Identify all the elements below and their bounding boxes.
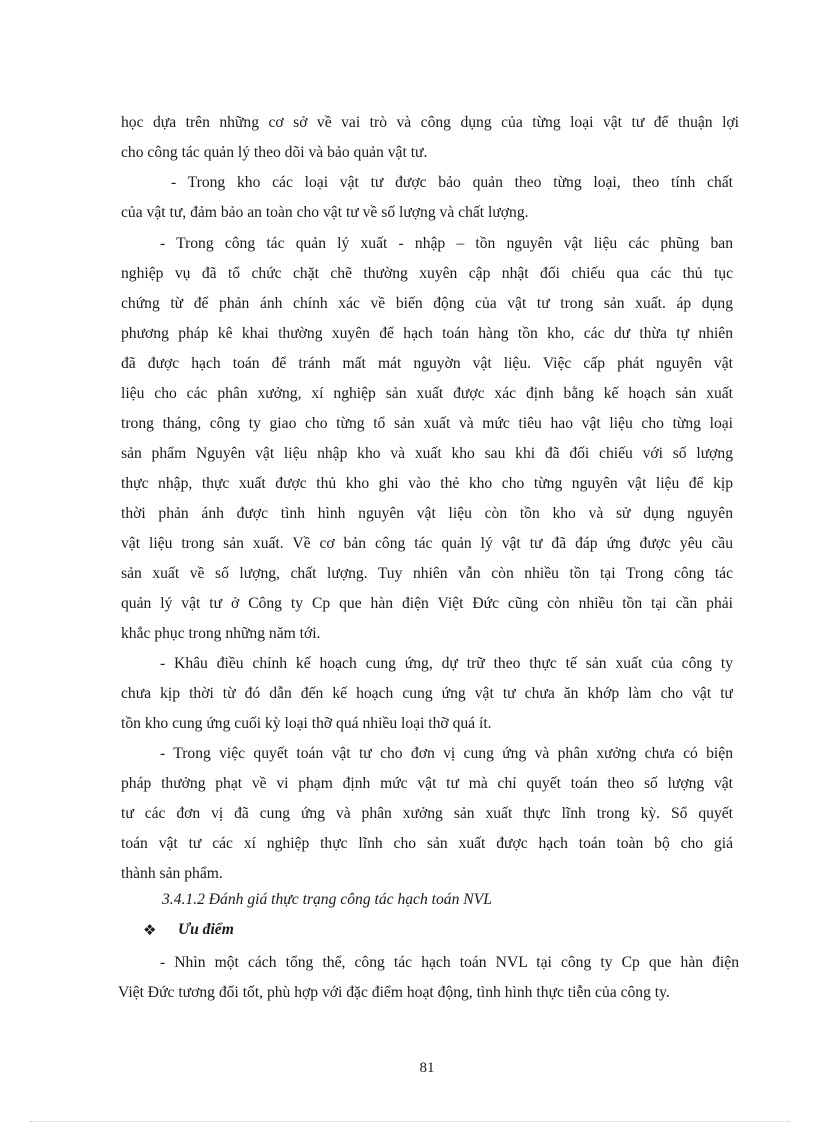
bottom-divider — [30, 1121, 790, 1122]
section-heading: 3.4.1.2 Đánh giá thực trạng công tác hạch toán NVL — [162, 891, 492, 908]
body-line-1: học dựa trên những cơ sở về vai trò và công dụng của từng loại vật tư để thuận lợi — [121, 114, 739, 131]
body-line-2: cho công tác quản lý theo dõi và bảo quản vật tư. — [121, 144, 428, 161]
body-line-5: - Trong công tác quản lý xuất - nhập – tồn nguyên vật liệu các phũng ban — [160, 235, 733, 252]
body-line-9: đã được hạch toán để tránh mất mát nguyờn vật liệu. Việc cấp phát nguyên vật — [121, 355, 733, 372]
body-line-15: vật liệu trong sản xuất. Về cơ bản công tác quản lý vật tư đã đáp ứng được yêu cầu — [121, 535, 733, 552]
body-line-16: sản xuất về số lượng, chất lượng. Tuy nhiên vẫn còn nhiều tồn tại Trong công tác — [121, 565, 733, 582]
subheading-advantages: Ưu điểm — [178, 921, 234, 938]
body-line-22: - Trong việc quyết toán vật tư cho đơn vị cung ứng và phân xưởng chưa có biện — [160, 745, 733, 762]
body-line-20: chưa kịp thời từ đó dẫn đến kế hoạch cung ứng vật tư chưa ăn khớp làm cho vật tư — [121, 685, 733, 702]
body-line-25: toán vật tư các xí nghiệp thực lĩnh cho sản xuất được hạch toán toàn bộ cho giá — [121, 835, 733, 852]
body-line-17: quản lý vật tư ở Công ty Cp que hàn điện Việt Đức cũng còn nhiều tồn tại cần phải — [121, 595, 733, 612]
body-line-26: thành sản phẩm. — [121, 865, 223, 882]
page-number: 81 — [419, 1060, 435, 1076]
body-line-14: thời phản ánh được tình hình nguyên vật liệu còn tồn kho và sử dụng nguyên — [121, 505, 733, 522]
body-line-28: Việt Đức tương đối tốt, phù hợp với đặc điểm hoạt động, tình hình thực tiễn của công ty. — [118, 984, 670, 1001]
body-line-3: - Trong kho các loại vật tư được bảo quản theo từng loại, theo tính chất — [171, 174, 733, 191]
body-line-27: - Nhìn một cách tổng thể, công tác hạch toán NVL tại công ty Cp que hàn điện — [160, 954, 739, 971]
body-line-24: tư các đơn vị đã cung ứng và phân xưởng sản xuất thực lĩnh trong kỳ. Sổ quyết — [121, 805, 733, 822]
body-line-11: trong tháng, công ty giao cho từng tổ sản xuất và mức tiêu hao vật liệu cho từng loại — [121, 415, 733, 432]
body-line-7: chứng từ để phản ánh chính xác về biến động của vật tư trong sản xuất. áp dụng — [121, 295, 733, 312]
body-line-8: phương pháp kê khai thường xuyên để hạch toán hàng tồn kho, các dư thừa tự nhiên — [121, 325, 733, 342]
body-line-19: - Khâu điều chỉnh kế hoạch cung ứng, dự trữ theo thực tế sản xuất của công ty — [160, 655, 733, 672]
body-line-12: sản phẩm Nguyên vật liệu nhập kho và xuất kho sau khi đã đối chiếu với số lượng — [121, 445, 733, 462]
body-line-21: tồn kho cung ứng cuối kỳ loại thỡ quá nhiều loại thỡ quá ít. — [121, 715, 492, 732]
body-line-4: của vật tư, đảm bảo an toàn cho vật tư về số lượng và chất lượng. — [121, 204, 529, 221]
body-line-23: pháp thưởng phạt về vi phạm định mức vật tư mà chỉ quyết toán theo số lượng vật — [121, 775, 733, 792]
diamond-bullet-icon: ❖ — [143, 921, 157, 939]
body-line-10: liệu cho các phân xưởng, xí nghiệp sản xuất được xác định bằng kế hoạch sản xuất — [121, 385, 733, 402]
body-line-13: thực nhập, thực xuất được thủ kho ghi vào thẻ kho cho từng nguyên vật liệu để kịp — [121, 475, 733, 492]
body-line-6: nghiệp vụ đã tổ chức chặt chẽ thường xuyên cập nhật đối chiếu qua các thủ tục — [121, 265, 733, 282]
body-line-18: khắc phục trong những năm tới. — [121, 625, 321, 642]
